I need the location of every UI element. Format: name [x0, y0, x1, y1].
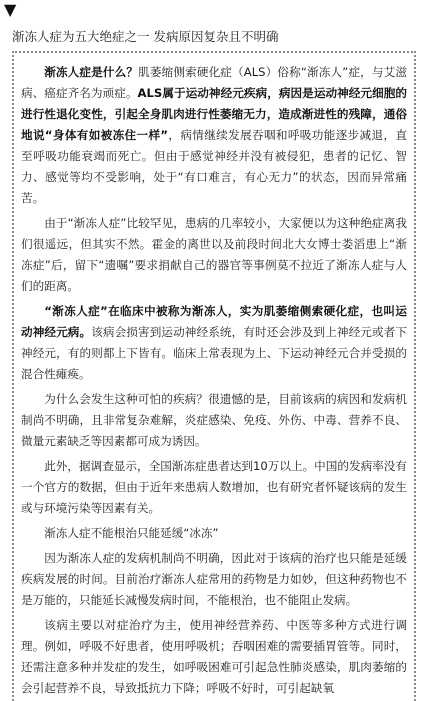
- section-subheading: [21, 523, 407, 544]
- article-body: [12, 51, 416, 701]
- paragraph-statistics: [21, 456, 407, 519]
- text-segment: ，病情继续发展吞咽和呼吸功能逐步减退，直至呼吸功能衰竭而死亡。但由于感觉神经并没有被侵犯，患者的记忆、智力、感觉等均不受影响，处于“有口难言，有心无力”的状态，因而异常痛苦。: [21, 128, 407, 205]
- section-marker-icon: ▼: [4, 0, 17, 19]
- text-segment: 此外，据调查显示，全国渐冻症患者达到10万以上。中国的发病率没有一个官方的数据，但由于近年来患病人数增加，也有研究者怀疑该病的发生或与环境污染等因素有关。: [21, 459, 407, 515]
- text-segment: 为什么会发生这种可怕的疾病？很遗憾的是，目前该病的病因和发病机制尚不明确，且非常复杂难解，炎症感染、免疫、外伤、中毒、营养不良、微量元素缺乏等因素都可成为诱因。: [21, 392, 407, 448]
- text-segment: 渐冻人症是什么？: [44, 65, 139, 79]
- paragraph-what-is-als: [21, 62, 407, 209]
- text-segment: ALS属于运动神经元疾病，病因是运动神经元细胞的进行性退化变性，引起全身肌肉进行性萎缩无力，造成渐进性的残障，通俗地说“身体有如被冻住一样”: [21, 86, 407, 142]
- paragraph-treatment: [21, 548, 407, 611]
- paragraph-clinical-name: [21, 301, 407, 385]
- paragraph-care: [21, 615, 407, 699]
- article-title: 渐冻人症为五大绝症之一 发病原因复杂且不明确: [12, 29, 279, 44]
- text-segment: 该病主要以对症治疗为主，使用神经营养药、中医等多种方式进行调理。例如，呼吸不好患者，使用呼吸机；吞咽困难的需要插胃管等。同时，还需注意多种并发症的发生，如呼吸困难可引起急性肺炎感染，肌肉萎缩的会引起营养不良，导致抵抗力下降；呼吸不好时，可引起缺氧: [21, 618, 407, 695]
- text-segment: 由于“渐冻人症”比较罕见，患病的几率较小，大家便以为这种绝症离我们很遥远，但其实不然。霍金的离世以及前段时间北大女博士娄滔患上“渐冻症”后，留下“遗嘱”要求捐献自己的器官等事例莫不拉近了渐冻人症与人们的距离。: [21, 216, 407, 293]
- text-segment: 渐冻人症不能根治只能延缓“冰冻”: [44, 526, 219, 540]
- text-segment: “渐冻人症”在临床中被称为渐冻人，实为肌萎缩侧索硬化症，也叫运动神经元病。: [21, 304, 407, 339]
- text-segment: 肌萎缩侧索硬化症（ALS）俗称“渐冻人”症，与艾滋病、癌症齐名为顽症。: [21, 65, 407, 100]
- text-segment: 该病会损害到运动神经系统，有时还会涉及到上神经元或者下神经元，有的则都上下皆有。临床上常表现为上、下运动神经元合并受损的混合性瘫痪。: [21, 325, 407, 381]
- paragraph-rarity: [21, 213, 407, 297]
- text-segment: 因为渐冻人症的发病机制尚不明确，因此对于该病的治疗也只能是延缓疾病发展的时间。目前治疗渐冻人症常用的药物是力如妙，但这种药物也不是万能的，只能延长减慢发病时间，不能根治，也不能阻止发病。: [21, 551, 407, 607]
- paragraph-causes: [21, 389, 407, 452]
